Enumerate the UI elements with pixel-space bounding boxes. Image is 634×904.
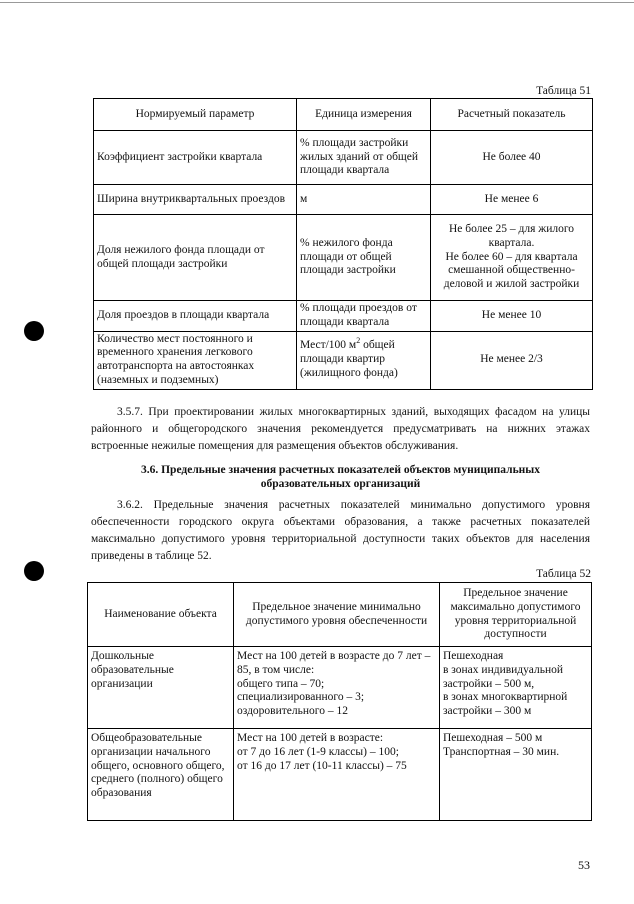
- table51-param-cell: Доля нежилого фонда площади от общей площади застройки: [94, 215, 297, 301]
- table51-value-cell: Не менее 2/3: [431, 331, 593, 389]
- table51-param-cell: Коэффициент застройки квартала: [94, 131, 297, 185]
- table51-param-cell: Ширина внутриквартальных проездов: [94, 185, 297, 215]
- table51-row: [94, 301, 593, 332]
- table51-unit-cell: м: [297, 185, 431, 215]
- table51-row: [94, 131, 593, 185]
- access-line: Транспортная – 30 мин.: [443, 745, 560, 758]
- table52-object-cell: Общеобразовательные организации начального общего, основного общего, среднего (полного) общего образования: [88, 729, 234, 821]
- table52-provision-cell: [234, 729, 440, 821]
- table51-param-cell: Количество мест постоянного и временного хранения легкового автотранспорта на автостоянках (наземных и подземных): [94, 331, 297, 389]
- table52-object-cell: Дошкольные образовательные организации: [88, 647, 234, 729]
- table52-caption: Таблица 52: [536, 568, 591, 580]
- table51-header-cell: Расчетный показатель: [431, 99, 593, 131]
- table51-header-cell: Нормируемый параметр: [94, 99, 297, 131]
- table51-unit-cell: % нежилого фонда площади от общей площади застройки: [297, 215, 431, 301]
- table51-row: [94, 331, 593, 389]
- scan-top-edge: [0, 2, 634, 3]
- unit-text: общей площади квартир (жилищного фонда): [300, 339, 398, 380]
- section-heading-line: 3.6. Предельные значения расчетных показателей объектов муниципальных: [140, 464, 541, 476]
- table51-value-cell: Не менее 6: [431, 185, 593, 215]
- table51-unit-cell: [297, 331, 431, 389]
- provision-line: оздоровительного – 12: [237, 705, 348, 718]
- paragraph-3-5-7: 3.5.7. При проектировании жилых многоквартирных зданий, выходящих фасадом на улицы районного и общегородского значения рекомендуется предусматривать на нижних этажах встроенные нежилые помещения для размещения объектов обслуживания.: [91, 406, 590, 452]
- table51-header-row: [94, 99, 593, 131]
- access-line: в зонах многоквартирной застройки – 300 м: [443, 691, 568, 718]
- binder-hole-mark: [24, 321, 44, 341]
- table52-access-cell: [440, 647, 592, 729]
- table52-header-cell: Предельное значение максимально допустимого уровня территориальной доступности: [440, 583, 592, 647]
- value-line: Не более 60 – для квартала смешанной общественно-деловой и жилой застройки: [443, 250, 580, 291]
- paragraph-3-6-2: 3.6.2. Предельные значения расчетных показателей минимально допустимого уровня обеспеченности городского округа объектами образования, а также расчетных показателей максимально допустимого уровня территориальной доступности таких объектов для населения приведены в таблице 52.: [91, 499, 590, 562]
- table51-row: [94, 215, 593, 301]
- table52-row: [88, 729, 592, 821]
- table51-caption: Таблица 51: [536, 85, 591, 97]
- table52-access-cell: [440, 729, 592, 821]
- table51-value-cell: [431, 215, 593, 301]
- table51-value-cell: Не менее 10: [431, 301, 593, 332]
- unit-superscript: 2: [356, 336, 361, 346]
- table52-header-row: [88, 583, 592, 647]
- binder-hole-mark: [24, 561, 44, 581]
- access-line: Пешеходная – 500 м: [443, 732, 543, 744]
- table51-value-cell: Не более 40: [431, 131, 593, 185]
- table52-row: [88, 647, 592, 729]
- page-number: 53: [578, 858, 590, 872]
- table51-row: [94, 185, 593, 215]
- provision-line: Мест на 100 детей в возрасте:: [237, 732, 384, 744]
- table52: [87, 582, 592, 821]
- table52-provision-cell: [234, 647, 440, 729]
- provision-line: общего типа – 70;: [237, 677, 325, 690]
- provision-line: от 7 до 16 лет (1-9 классы) – 100;: [237, 745, 399, 758]
- table51-unit-cell: % площади застройки жилых зданий от общей площади квартала: [297, 131, 431, 185]
- table52-header-cell: Предельное значение минимально допустимого уровня обеспеченности: [234, 583, 440, 647]
- access-line: Пешеходная: [443, 650, 504, 662]
- access-line: в зонах индивидуальной застройки – 500 м,: [443, 663, 564, 690]
- provision-line: специализированного – 3;: [237, 691, 365, 704]
- provision-line: от 16 до 17 лет (10-11 классы) – 75: [237, 759, 407, 772]
- table51-header-cell: Единица измерения: [297, 99, 431, 131]
- unit-text: Мест/100 м: [300, 339, 357, 352]
- section-heading-3-6: [91, 463, 590, 491]
- table51-unit-cell: % площади проездов от площади квартала: [297, 301, 431, 332]
- table51-param-cell: Доля проездов в площади квартала: [94, 301, 297, 332]
- provision-line: Мест на 100 детей в возрасте до 7 лет – 85, в том числе:: [237, 650, 431, 676]
- table51: [93, 98, 593, 390]
- table52-header-cell: Наименование объекта: [88, 583, 234, 647]
- section-heading-line: образовательных организаций: [260, 478, 421, 490]
- value-line: Не более 25 – для жилого квартала.: [448, 223, 575, 249]
